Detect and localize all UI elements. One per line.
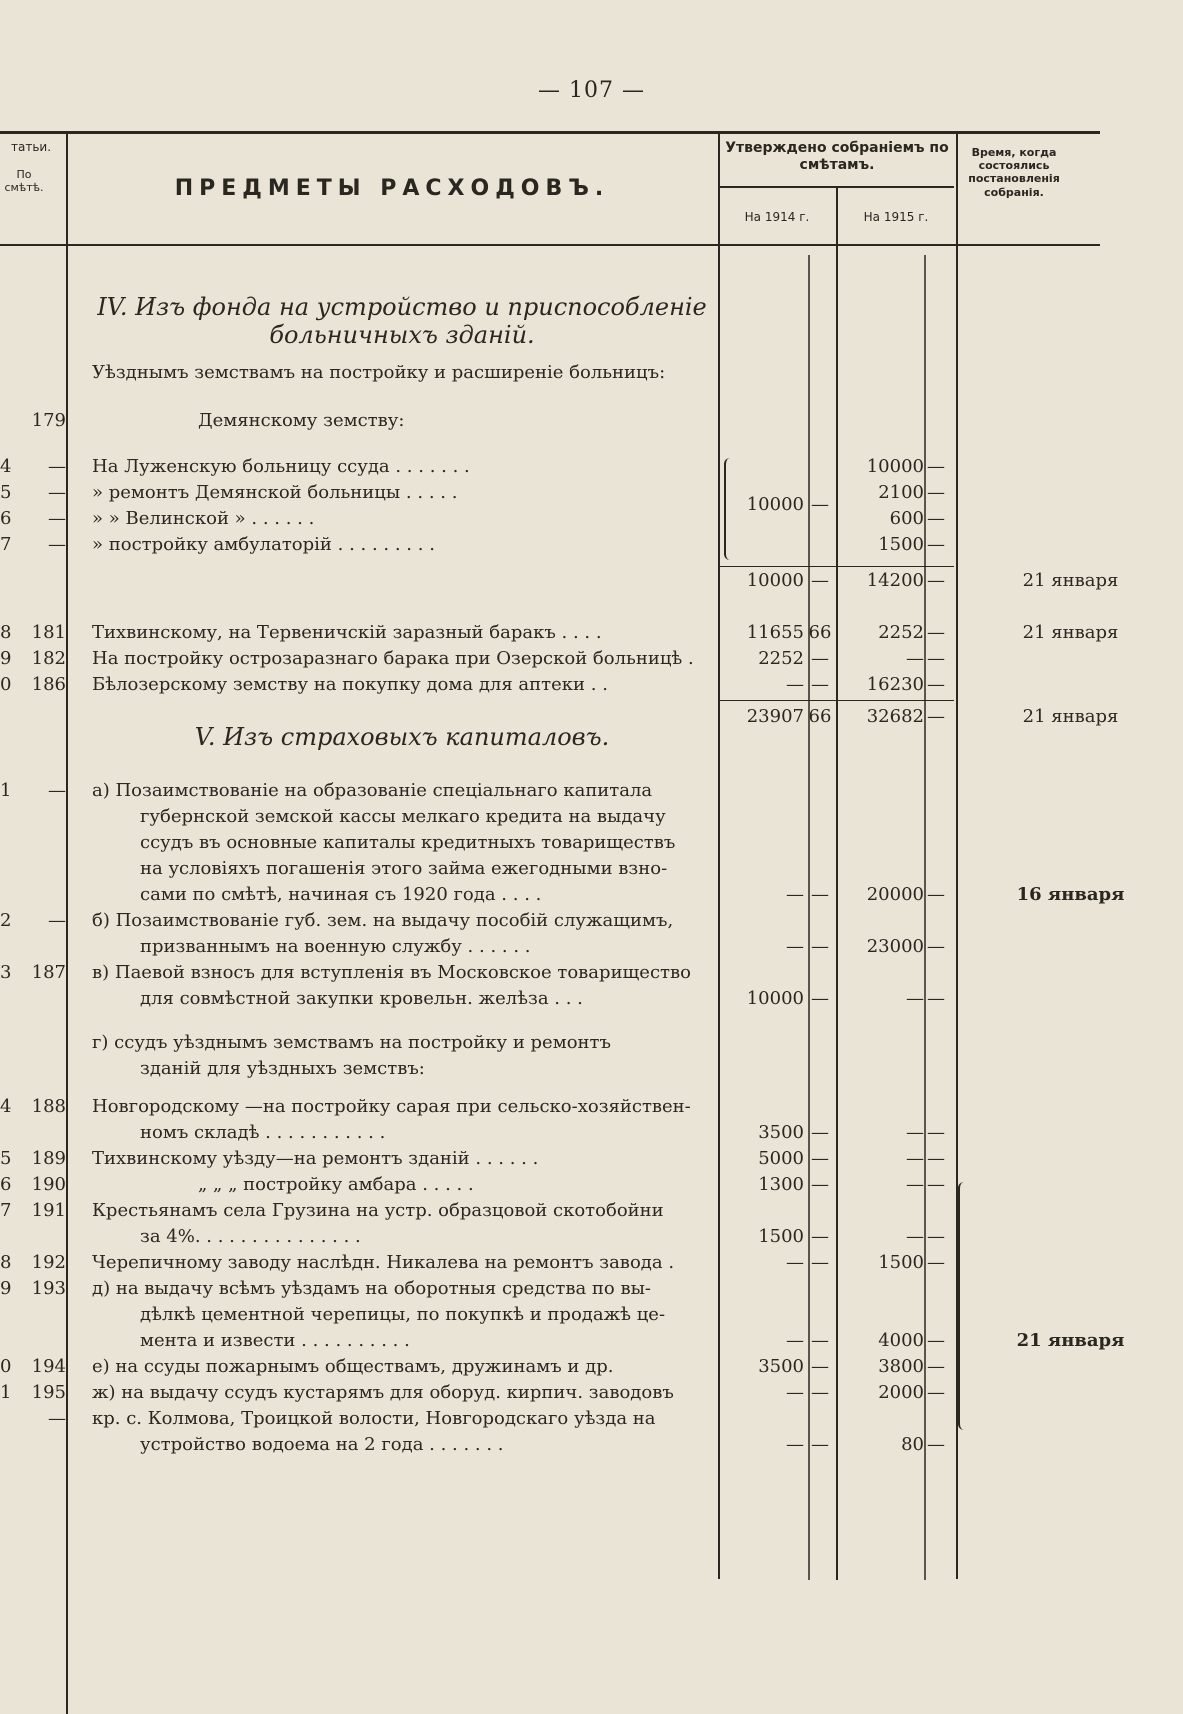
- value-1915: —: [906, 1226, 924, 1247]
- value-1914: 10000: [746, 494, 804, 515]
- row-tick: 5: [0, 482, 12, 503]
- value-1914-kop: —: [811, 674, 829, 695]
- row-text: Новгородскому —на постройку сарая при сельско-хозяйствен-: [92, 1096, 691, 1117]
- row-text: Тихвинскому, на Тервеничскій заразный баракъ . . . .: [92, 622, 602, 643]
- value-1915-kop: —: [927, 1434, 945, 1455]
- value-1915-kop: —: [927, 884, 945, 905]
- row-number: 191: [31, 1200, 66, 1221]
- value-1915-kop: —: [927, 1226, 945, 1247]
- row-number: 188: [31, 1096, 66, 1117]
- value-1915: —: [906, 1122, 924, 1143]
- section-5-title: V. Изъ страховыхъ капиталовъ.: [194, 723, 610, 751]
- resolution-date: 21 января: [1016, 1330, 1125, 1351]
- value-1915: 2100: [878, 482, 924, 503]
- row-text: Крестьянамъ села Грузина на устр. образцовой скотобойни: [92, 1200, 664, 1221]
- table-row: [0, 934, 1183, 959]
- value-1914: —: [786, 1252, 804, 1273]
- row-number: 190: [31, 1174, 66, 1195]
- value-1915-kop: —: [927, 674, 945, 695]
- table-row: [0, 1276, 1183, 1301]
- value-1914-kop: —: [811, 1122, 829, 1143]
- value-1915-kop: —: [927, 1330, 945, 1351]
- row-text: Бѣлозерскому земству на покупку дома для аптеки . .: [92, 674, 608, 695]
- header-col-po-smete: По смѣтѣ.: [4, 168, 44, 195]
- row-tick: 2: [0, 910, 12, 931]
- row-tick: 4: [0, 1096, 12, 1117]
- table-row: [0, 1354, 1183, 1379]
- table-row: [0, 1146, 1183, 1171]
- table-row: [0, 882, 1183, 907]
- value-1914-kop: 66: [808, 706, 832, 727]
- value-1914-kop: —: [811, 884, 829, 905]
- table-row: [0, 646, 1183, 671]
- value-1915: 2000: [878, 1382, 924, 1403]
- row-text: е) на ссуды пожарнымъ обществамъ, дружинамъ и др.: [92, 1356, 614, 1377]
- value-1914-kop: 66: [808, 622, 832, 643]
- value-1914: 1500: [758, 1226, 804, 1247]
- table-top-rule: [0, 131, 1100, 134]
- value-1914-kop: —: [811, 1252, 829, 1273]
- header-approved-rule: [720, 186, 954, 188]
- table-row: [0, 408, 1183, 433]
- value-1914: 5000: [758, 1148, 804, 1169]
- value-1914-kop: —: [811, 494, 829, 515]
- row-text: Тихвинскому уѣзду—на ремонтъ зданій . . . . . .: [92, 1148, 539, 1169]
- value-1915: 4000: [878, 1330, 924, 1351]
- table-row: [0, 506, 1183, 531]
- row-text: На постройку острозаразнаго барака при Озерской больницѣ .: [92, 648, 694, 669]
- row-text: кр. с. Колмова, Троицкой волости, Новгородскаго уѣзда на: [92, 1408, 656, 1429]
- row-tick: 6: [0, 508, 12, 529]
- value-1915: —: [906, 1148, 924, 1169]
- value-1915: —: [906, 648, 924, 669]
- row-text: » ремонтъ Демянской больницы . . . . .: [92, 482, 458, 503]
- value-1915: 32682: [866, 706, 924, 727]
- value-1915: 10000: [866, 456, 924, 477]
- row-text: устройство водоема на 2 года . . . . . . .: [140, 1434, 504, 1455]
- row-number: 182: [31, 648, 66, 669]
- value-1915: 80: [901, 1434, 924, 1455]
- value-1914: —: [786, 936, 804, 957]
- row-tick: 5: [0, 1148, 12, 1169]
- row-text: сами по смѣтѣ, начиная съ 1920 года . . . .: [140, 884, 542, 905]
- value-1915-kop: —: [927, 1174, 945, 1195]
- row-number: 192: [31, 1252, 66, 1273]
- row-text: для совмѣстной закупки кровельн. желѣза . . .: [140, 988, 583, 1009]
- table-row: [0, 1328, 1183, 1353]
- value-1914-kop: —: [811, 1148, 829, 1169]
- row-tick: 6: [0, 1174, 12, 1195]
- table-row: [0, 908, 1183, 933]
- value-1915: 1500: [878, 1252, 924, 1273]
- row-number: —: [48, 456, 66, 477]
- table-row: [0, 1094, 1183, 1119]
- table-row: [0, 1250, 1183, 1275]
- value-1914-kop: —: [811, 1174, 829, 1195]
- row-text: „ „ „ постройку амбара . . . . .: [198, 1174, 474, 1195]
- value-1915-kop: —: [927, 936, 945, 957]
- value-1915-kop: —: [927, 1356, 945, 1377]
- section-4-title-line-2: больничныхъ зданій.: [269, 321, 535, 349]
- row-tick: 9: [0, 1278, 12, 1299]
- row-text: д) на выдачу всѣмъ уѣздамъ на оборотныя средства по вы-: [92, 1278, 652, 1299]
- table-row: [0, 454, 1183, 479]
- table-row: [0, 620, 1183, 645]
- value-1915-kop: —: [927, 648, 945, 669]
- value-1915: 23000: [866, 936, 924, 957]
- value-1915-kop: —: [927, 570, 945, 591]
- row-text: дѣлкѣ цементной черепицы, по покупкѣ и продажѣ це-: [140, 1304, 666, 1325]
- row-text: на условіяхъ погашенія этого займа ежегодными взно-: [140, 858, 668, 879]
- resolution-date: 21 января: [1022, 622, 1119, 643]
- row-tick: 4: [0, 456, 12, 477]
- value-1914-kop: —: [811, 1434, 829, 1455]
- row-tick: 1: [0, 1382, 12, 1403]
- row-text: На Луженскую больницу ссуда . . . . . . .: [92, 456, 470, 477]
- value-1915-kop: —: [927, 508, 945, 529]
- header-approved: Утверждено собраніемъ по смѣтамъ.: [725, 140, 949, 173]
- row-text: в) Паевой взносъ для вступленія въ Московское товарищество: [92, 962, 691, 983]
- row-number: —: [48, 508, 66, 529]
- row-text: Демянскому земству:: [198, 410, 405, 431]
- table-row: [0, 1380, 1183, 1405]
- value-1914: —: [786, 1382, 804, 1403]
- table-row: [0, 778, 1183, 803]
- table-row: [0, 830, 1183, 855]
- value-1914-kop: —: [811, 936, 829, 957]
- value-1915: 600: [889, 508, 924, 529]
- row-number: 186: [31, 674, 66, 695]
- value-1914-kop: —: [811, 648, 829, 669]
- value-1914: —: [786, 674, 804, 695]
- table-row: [0, 960, 1183, 985]
- table-row: [0, 672, 1183, 697]
- table-row: [0, 1432, 1183, 1457]
- value-1915-kop: —: [927, 988, 945, 1009]
- row-text: призваннымъ на военную службу . . . . . .: [140, 936, 531, 957]
- value-1914-kop: —: [811, 1382, 829, 1403]
- table-row: [0, 856, 1183, 881]
- value-1915-kop: —: [927, 706, 945, 727]
- row-tick: 7: [0, 1200, 12, 1221]
- section-4-title-line-1: IV. Изъ фонда на устройство и приспособленіе: [97, 293, 707, 321]
- table-row: [0, 1302, 1183, 1327]
- resolution-date: 21 января: [1022, 706, 1119, 727]
- row-number: 181: [31, 622, 66, 643]
- value-1915-kop: —: [927, 622, 945, 643]
- table-row: [0, 1172, 1183, 1197]
- row-tick: 8: [0, 1252, 12, 1273]
- header-title: ПРЕДМЕТЫ РАСХОДОВЪ.: [174, 176, 610, 201]
- value-1914-kop: —: [811, 1226, 829, 1247]
- row-tick: 8: [0, 622, 12, 643]
- header-time: Время, когда состоялись постановленія собранія.: [968, 146, 1060, 199]
- value-1915-kop: —: [927, 1252, 945, 1273]
- value-1914-kop: —: [811, 570, 829, 591]
- header-col-statia: татьи.: [10, 140, 52, 154]
- header-year-1915: На 1915 г.: [863, 210, 929, 224]
- row-text: а) Позаимствованіе на образованіе спеціальнаго капитала: [92, 780, 653, 801]
- row-text: б) Позаимствованіе губ. зем. на выдачу пособій служащимъ,: [92, 910, 674, 931]
- value-1914: —: [786, 1434, 804, 1455]
- row-text: г) ссудъ уѣзднымъ земствамъ на постройку и ремонтъ: [92, 1032, 611, 1053]
- row-number: —: [48, 910, 66, 931]
- subtotal-rule-2: [720, 700, 954, 701]
- value-1914: 10000: [746, 570, 804, 591]
- table-row: [0, 1198, 1183, 1223]
- row-number: —: [48, 780, 66, 801]
- row-text: Черепичному заводу наслѣдн. Никалева на ремонтъ завода .: [92, 1252, 675, 1273]
- value-1914: —: [786, 1330, 804, 1351]
- table-row: [0, 1056, 1183, 1081]
- row-number: 189: [31, 1148, 66, 1169]
- value-1915: —: [906, 988, 924, 1009]
- value-1915-kop: —: [927, 456, 945, 477]
- value-1915-kop: —: [927, 1382, 945, 1403]
- value-1915: 14200: [866, 570, 924, 591]
- table-row: [0, 1120, 1183, 1145]
- value-1915: 1500: [878, 534, 924, 555]
- row-text: зданій для уѣздныхъ земствъ:: [140, 1058, 425, 1079]
- row-number: 179: [31, 410, 66, 431]
- value-1915-kop: —: [927, 534, 945, 555]
- value-1915-kop: —: [927, 1148, 945, 1169]
- value-1914: 1300: [758, 1174, 804, 1195]
- value-1914: 3500: [758, 1122, 804, 1143]
- row-tick: 7: [0, 534, 12, 555]
- value-1915: —: [906, 1174, 924, 1195]
- table-row: [0, 360, 1183, 385]
- table-row: [0, 1030, 1183, 1055]
- value-1915-kop: —: [927, 482, 945, 503]
- value-1915: 20000: [866, 884, 924, 905]
- table-row: [0, 568, 1183, 593]
- value-1915: 16230: [866, 674, 924, 695]
- table-row: [0, 704, 1183, 729]
- row-text: » » Велинской » . . . . . .: [92, 508, 315, 529]
- subtotal-rule-1: [720, 566, 954, 567]
- table-row: [0, 804, 1183, 829]
- row-number: —: [48, 1408, 66, 1429]
- row-tick: 1: [0, 780, 12, 801]
- row-text: » постройку амбулаторій . . . . . . . . .: [92, 534, 435, 555]
- row-number: 193: [31, 1278, 66, 1299]
- page-number: — 107 —: [538, 78, 645, 103]
- row-number: 195: [31, 1382, 66, 1403]
- value-1914: 11655: [746, 622, 804, 643]
- resolution-date: 21 января: [1022, 570, 1119, 591]
- row-text: за 4%. . . . . . . . . . . . . . .: [140, 1226, 361, 1247]
- table-row: [0, 1406, 1183, 1431]
- table-row: [0, 1224, 1183, 1249]
- row-text: ссудъ въ основные капиталы кредитныхъ товариществъ: [140, 832, 676, 853]
- row-number: —: [48, 482, 66, 503]
- row-text: губернской земской кассы мелкаго кредита на выдачу: [140, 806, 666, 827]
- value-1914: 3500: [758, 1356, 804, 1377]
- row-tick: 9: [0, 648, 12, 669]
- row-number: 194: [31, 1356, 66, 1377]
- value-1914-kop: —: [811, 1330, 829, 1351]
- row-tick: 0: [0, 1356, 12, 1377]
- resolution-date: 16 января: [1016, 884, 1125, 905]
- value-1914: 2252: [758, 648, 804, 669]
- row-number: 187: [31, 962, 66, 983]
- value-1914-kop: —: [811, 1356, 829, 1377]
- header-year-1914: На 1914 г.: [744, 210, 810, 224]
- value-1914: 23907: [746, 706, 804, 727]
- value-1914: 10000: [746, 988, 804, 1009]
- row-text: мента и извести . . . . . . . . . .: [140, 1330, 410, 1351]
- header-bottom-rule: [0, 244, 1100, 246]
- value-1914-kop: —: [811, 988, 829, 1009]
- value-1915: 2252: [878, 622, 924, 643]
- row-tick: 0: [0, 674, 12, 695]
- row-text: ж) на выдачу ссудъ кустарямъ для оборуд. кирпич. заводовъ: [92, 1382, 674, 1403]
- row-text: номъ складѣ . . . . . . . . . . .: [140, 1122, 386, 1143]
- value-1915-kop: —: [927, 1122, 945, 1143]
- value-1915: 3800: [878, 1356, 924, 1377]
- table-row: [0, 986, 1183, 1011]
- table-row: [0, 480, 1183, 515]
- table-row: [0, 532, 1183, 557]
- row-number: —: [48, 534, 66, 555]
- row-tick: 3: [0, 962, 12, 983]
- row-text: Уѣзднымъ земствамъ на постройку и расширеніе больницъ:: [92, 362, 666, 383]
- value-1914: —: [786, 884, 804, 905]
